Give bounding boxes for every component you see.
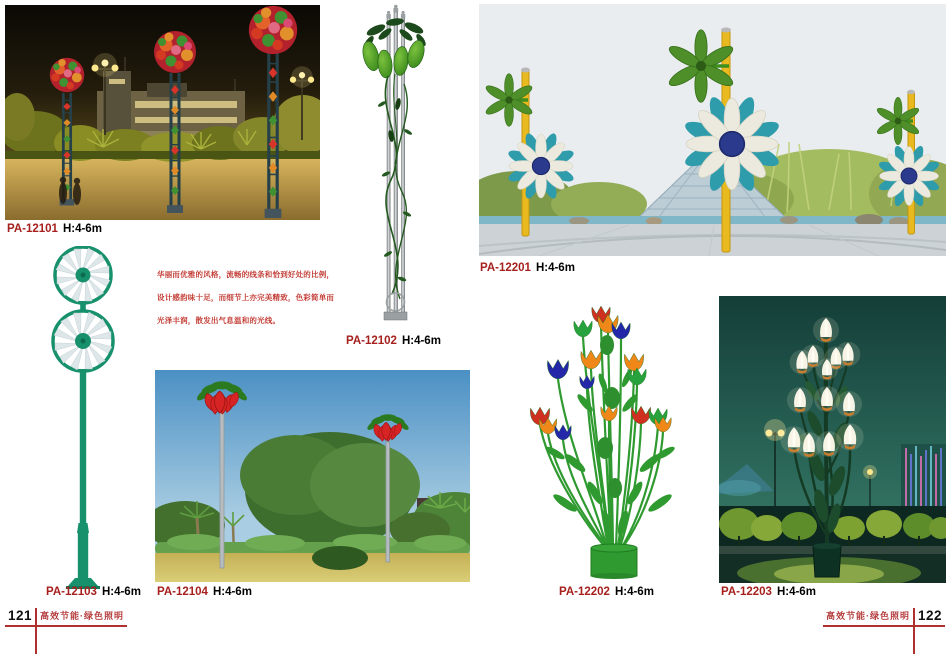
mango-lamps <box>360 38 427 78</box>
product-height: H:4-6m <box>62 223 102 235</box>
photo-pa12201 <box>479 4 946 256</box>
footer-slogan: 高效节能·绿色照明 <box>37 608 127 627</box>
product-id: PA-12102 <box>346 335 397 347</box>
description-text <box>157 263 334 332</box>
product-id: PA-12104 <box>157 586 208 598</box>
pole <box>66 369 100 589</box>
render-pa12202 <box>515 283 700 583</box>
photo-pa12104 <box>155 370 470 582</box>
chili-pole-scene-art <box>155 370 470 582</box>
planter-pot <box>591 544 637 579</box>
product-height: H:4-6m <box>776 586 816 598</box>
wheel-top <box>55 247 111 303</box>
product-id: PA-12201 <box>480 262 531 274</box>
night-street-scene-art <box>5 5 320 220</box>
wheel-bottom <box>53 311 113 371</box>
pinwheel-park-scene-art <box>479 4 946 256</box>
photo-pa12203 <box>719 296 946 583</box>
product-label-pa12203 <box>721 585 816 599</box>
product-height: H:4-6m <box>614 586 654 598</box>
product-label-pa12102 <box>346 334 441 348</box>
page-number-right: 122 <box>915 608 945 627</box>
render-pa12102 <box>338 4 458 335</box>
product-label-pa12103 <box>46 585 141 599</box>
footer-left <box>5 608 127 654</box>
mango-pole-art <box>338 4 458 335</box>
product-label-pa12201 <box>480 261 575 275</box>
tulip-lamps <box>530 306 671 440</box>
footer-right <box>823 608 945 654</box>
description-line: 华丽而优雅的风格，流畅的线条和恰到好处的比例， <box>157 270 335 279</box>
product-label-pa12202 <box>559 585 654 599</box>
page-number-left: 121 <box>5 608 35 627</box>
tulip-tree-art <box>515 283 700 583</box>
render-pa12103 <box>28 246 160 590</box>
product-id: PA-12103 <box>46 586 97 598</box>
base <box>384 312 407 320</box>
front-bush <box>312 546 368 570</box>
product-id: PA-12202 <box>559 586 610 598</box>
description-line: 设计感韵味十足，而细节上亦完美精致，色彩简单而 <box>157 293 335 302</box>
product-height: H:4-6m <box>401 335 441 347</box>
product-id: PA-12203 <box>721 586 772 598</box>
product-height: H:4-6m <box>101 586 141 598</box>
planter-pot <box>813 546 841 577</box>
photo-pa12101 <box>5 5 320 220</box>
description-line: 光泽丰润，散发出气息温和的光线。 <box>157 316 281 325</box>
product-label-pa12104 <box>157 585 252 599</box>
product-height: H:4-6m <box>535 262 575 274</box>
bud-lamp-night-scene-art <box>719 296 946 583</box>
plaza <box>479 224 946 256</box>
footer-slogan: 高效节能·绿色照明 <box>823 608 913 627</box>
product-height: H:4-6m <box>212 586 252 598</box>
product-label-pa12101 <box>7 222 102 236</box>
wheel-pole-art <box>28 246 160 590</box>
product-id: PA-12101 <box>7 223 58 235</box>
